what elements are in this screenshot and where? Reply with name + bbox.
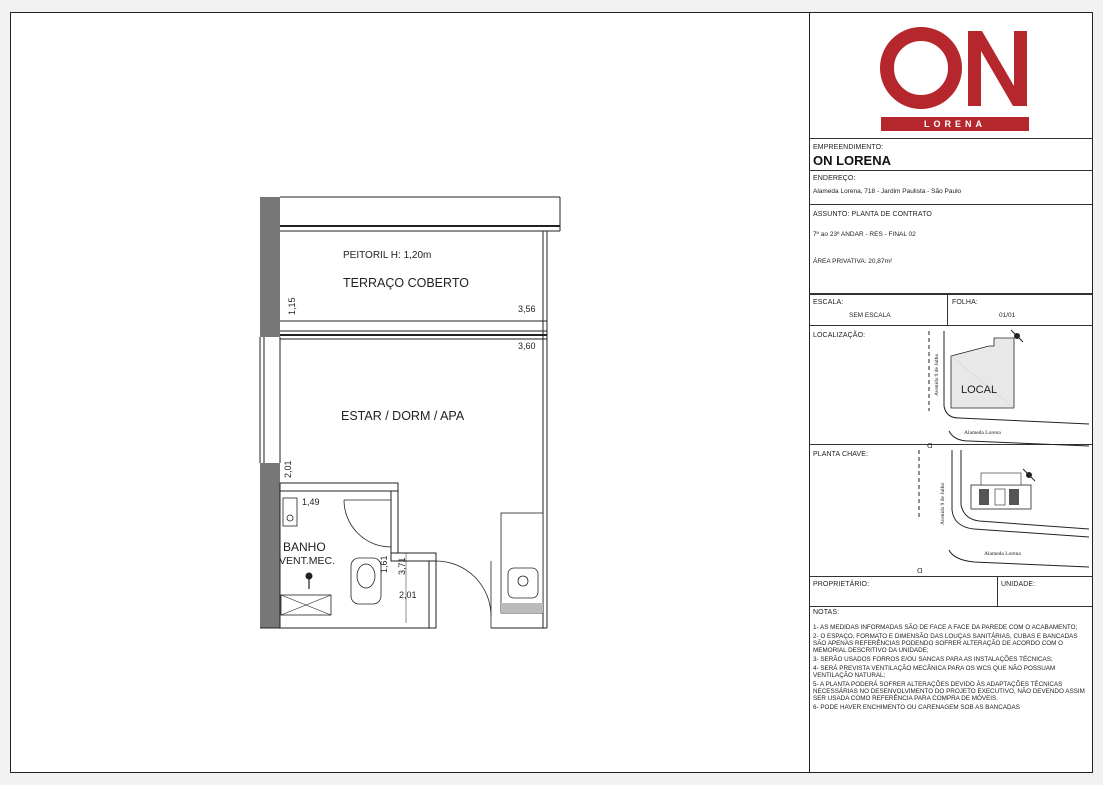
estar-label: ESTAR / DORM / APA (341, 409, 465, 423)
peitoril-label: PEITORIL H: 1,20m (343, 250, 432, 261)
banho-label: BANHO (283, 540, 326, 554)
note-6: 6- PODE HAVER ENCHIMENTO OU CARENAGEM SOB AS BANCADAS (813, 704, 1020, 711)
svg-text:Avenida 9 de Julho: Avenida 9 de Julho (940, 482, 946, 525)
folha-value: 01/01 (999, 312, 1016, 319)
svg-text:ᗡ: ᗡ (927, 443, 933, 450)
note-1: 1- AS MEDIDAS INFORMADAS SÃO DE FACE A FACE DA PAREDE COM O ACABAMENTO; (813, 624, 1078, 631)
note-2: 2- O ESPAÇO, FORMATO E DIMENSÃO DAS LOUÇAS SANITÁRIAS, CUBAS E BANCADAS SÃO APENAS REFERÊNCIAS PODENDO SOFRER ALTERAÇÃO DE ACORDO COM O MEMORIAL DESCRITIVO DA UNIDADE; (813, 633, 1078, 654)
assunto-label: ASSUNTO: PLANTA DE CONTRATO (813, 211, 932, 218)
drawing-sheet (10, 12, 1093, 773)
localizacao-cell (809, 326, 1092, 450)
proprietario-cell (809, 577, 1092, 607)
folha-label: FOLHA: (952, 299, 978, 306)
andar-value: 7º ao 23º ANDAR - RES - FINAL 02 (813, 231, 916, 238)
logo-subtext: LORENA (924, 119, 986, 129)
proprietario-label: PROPRIETÁRIO: (813, 581, 870, 588)
dim-1-15: 1,15 (287, 297, 297, 315)
notes-label: NOTAS: (813, 609, 840, 616)
dim-3-56: 3,56 (518, 304, 536, 314)
note-3: 3- SERÃO USADOS FORROS E/OU SANCAS PARA AS INSTALAÇÕES TÉCNICAS; (813, 656, 1053, 663)
unidade-label: UNIDADE: (1001, 581, 1036, 588)
dim-3-60: 3,60 (518, 341, 536, 351)
escala-label: ESCALA: (813, 299, 844, 306)
note-4: 4- SERÁ PREVISTA VENTILAÇÃO MECÂNICA PARA OS WCS QUE NÃO POSSUAM VENTILAÇÃO NATURAL; (813, 665, 1056, 679)
svg-text:Alameda Lorena: Alameda Lorena (964, 430, 1001, 436)
planta-chave-cell (809, 445, 1092, 577)
terraco-label: TERRAÇO COBERTO (343, 276, 469, 290)
area-value: ÁREA PRIVATIVA: 20,87m² (813, 258, 893, 265)
svg-text:Alameda Lorena: Alameda Lorena (984, 551, 1021, 557)
note-5: 5- A PLANTA PODERÁ SOFRER ALTERAÇÕES DEVIDO ÀS ADAPTAÇÕES TÉCNICAS NECESSÁRIAS NO DESENVOLVIMENTO DO PROJETO EXECUTIVO, NÃO DEVENDO ASSIM SER USADA COMO REFERÊNCIA PARA COMPRA DE MÓVEIS. (813, 681, 1085, 702)
empreendimento-label: EMPREENDIMENTO: (813, 144, 884, 151)
floor-plan-area (11, 13, 810, 772)
empreendimento-value: ON LORENA (813, 153, 891, 168)
dim-3-71: 3,71 (397, 557, 407, 575)
endereco-cell (809, 171, 1092, 205)
dim-2-01-left: 2,01 (283, 460, 293, 478)
logo-cell (809, 13, 1092, 139)
empreendimento-cell (809, 139, 1092, 171)
title-block (809, 13, 1092, 772)
endereco-label: ENDEREÇO: (813, 175, 856, 182)
assunto-cell (809, 205, 1092, 295)
vent-mec-label: VENT.MEC. (279, 555, 336, 567)
escala-value: SEM ESCALA (849, 312, 891, 319)
dim-1-61: 1,61 (379, 555, 389, 573)
notes-cell (809, 607, 1092, 774)
floor-plan-drawing (11, 13, 809, 774)
localizacao-label: LOCALIZAÇÃO: (813, 332, 866, 339)
dim-2-01-right: 2,01 (399, 590, 417, 600)
svg-text:Avenida 9 de Julho: Avenida 9 de Julho (934, 353, 940, 396)
escala-folha-cell (809, 295, 1092, 326)
svg-text:ᗡ: ᗡ (917, 568, 923, 575)
key-plan-map (809, 445, 1092, 577)
dim-1-49: 1,49 (302, 497, 320, 507)
planta-chave-label: PLANTA CHAVE: (813, 451, 869, 458)
location-map (809, 326, 1092, 450)
endereco-value: Alameda Lorena, 718 - Jardim Paulista - São Paulo (813, 188, 962, 195)
local-label: LOCAL (961, 384, 998, 396)
